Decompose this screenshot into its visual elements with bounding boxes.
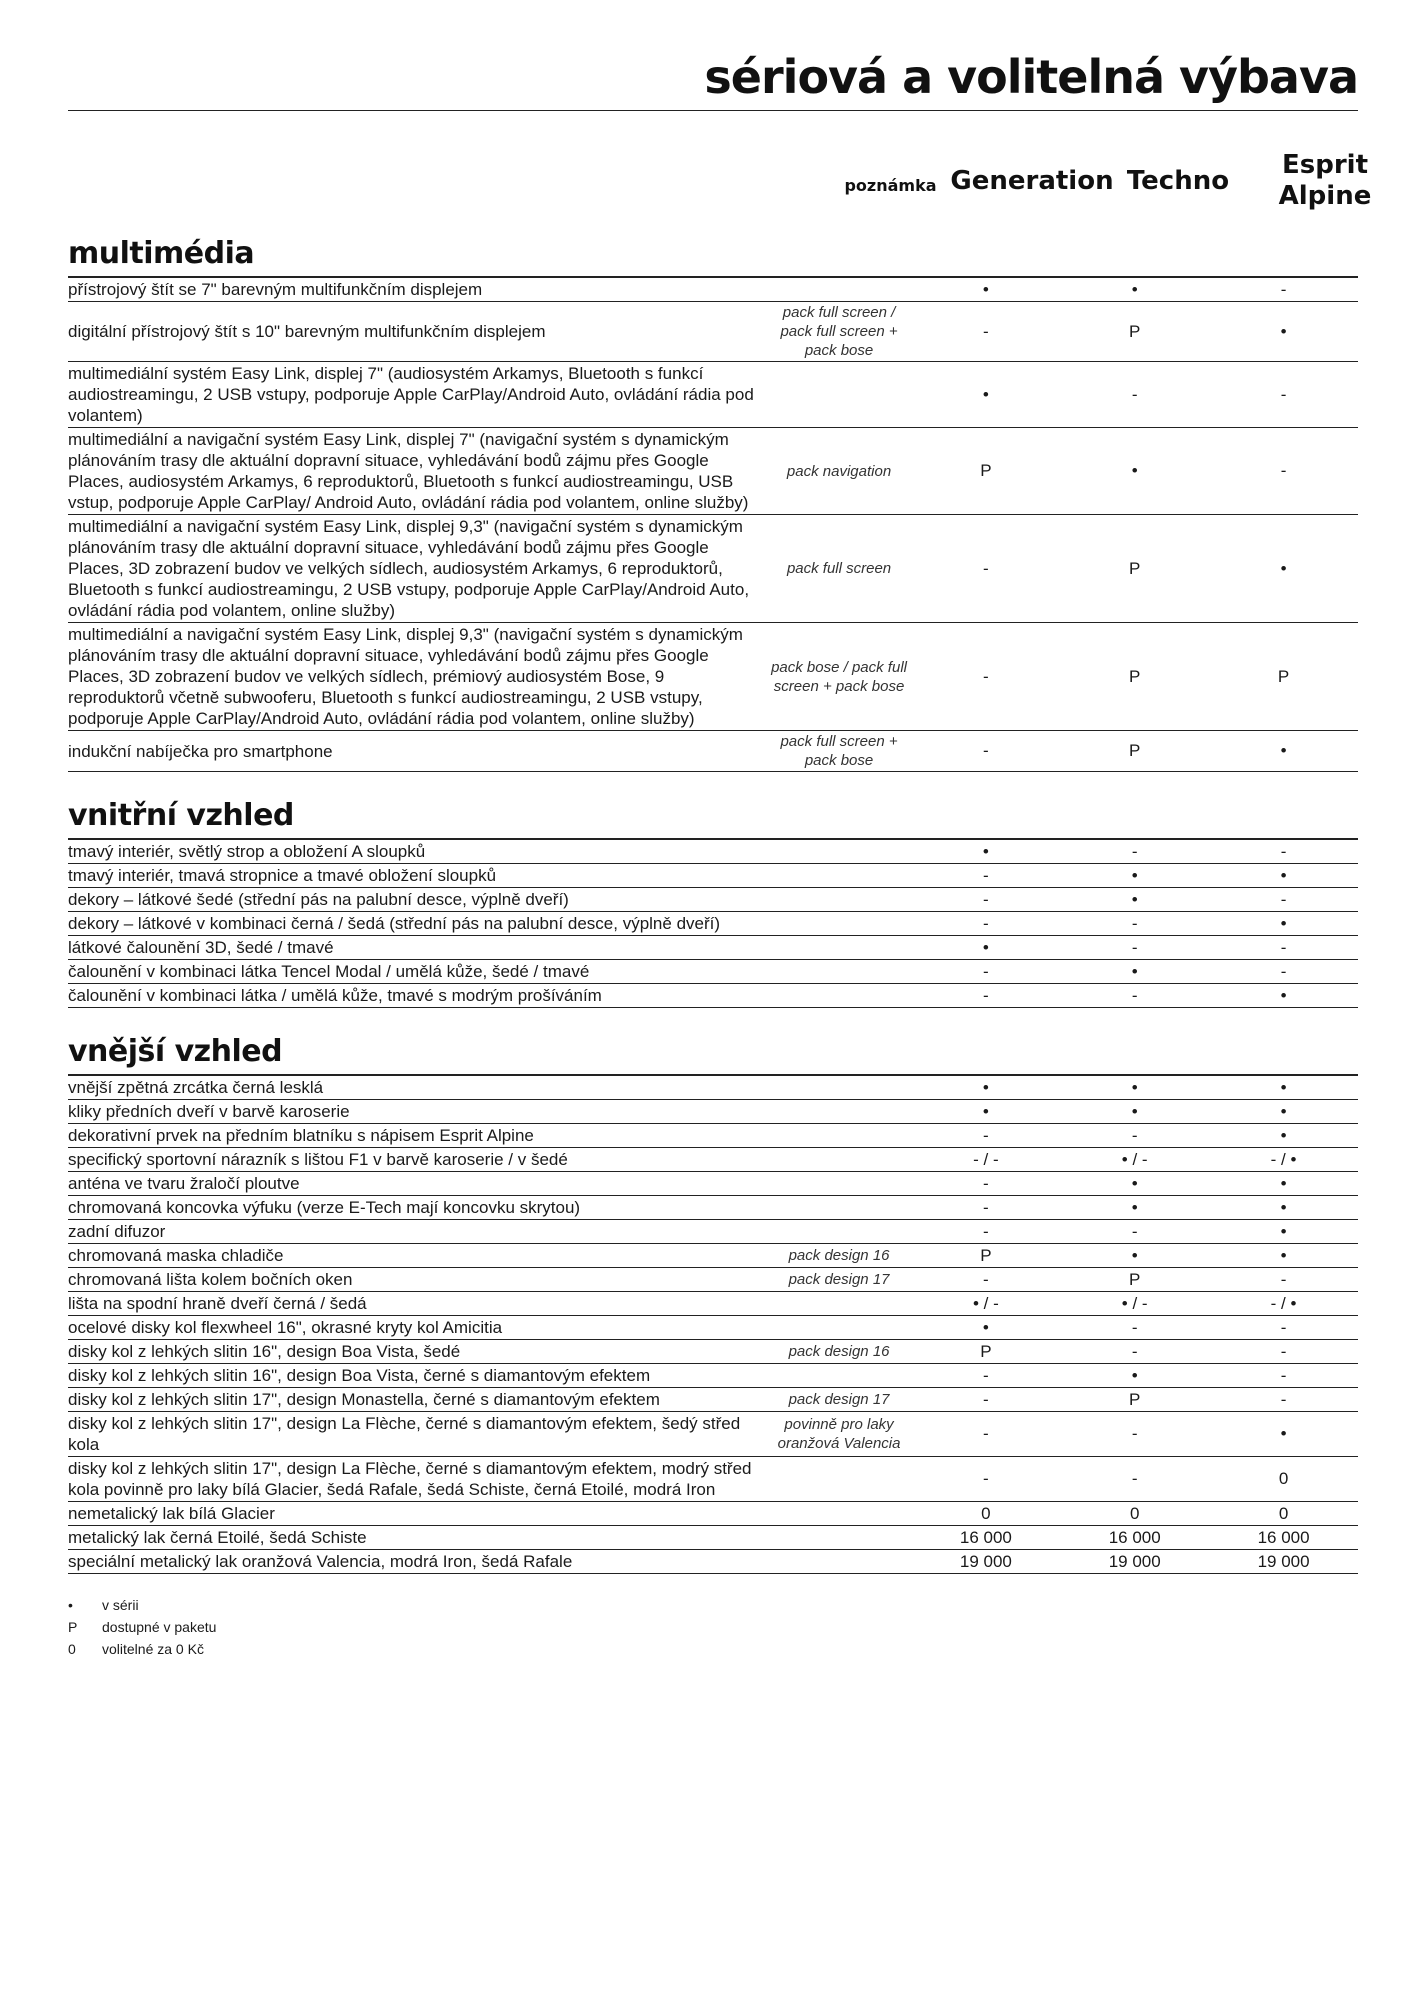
techno-value: 16 000 [1060, 1526, 1209, 1550]
techno-value: • [1060, 1172, 1209, 1196]
techno-value: • / - [1060, 1292, 1209, 1316]
techno-value: - [1060, 912, 1209, 936]
note-cell [767, 839, 912, 864]
legend-symbol: • [68, 1597, 73, 1613]
generation-value: 19 000 [911, 1550, 1060, 1574]
techno-value: - [1060, 984, 1209, 1008]
esprit-value: - [1209, 888, 1358, 912]
esprit-value: - [1209, 839, 1358, 864]
feature-cell: chromovaná koncovka výfuku (verze E-Tech mají koncovku skrytou) [68, 1196, 767, 1220]
generation-value: • [911, 1075, 1060, 1100]
note-cell [767, 984, 912, 1008]
generation-value: - [911, 984, 1060, 1008]
note-cell [767, 1124, 912, 1148]
note-cell: pack design 17 [767, 1388, 912, 1412]
techno-value: - [1060, 1316, 1209, 1340]
esprit-value: • [1209, 302, 1358, 362]
esprit-value: 19 000 [1209, 1550, 1358, 1574]
legend-text: volitelné za 0 Kč [102, 1641, 204, 1657]
note-cell [767, 1220, 912, 1244]
equipment-table [68, 1074, 1358, 1574]
table-row [68, 1196, 1358, 1220]
feature-cell: indukční nabíječka pro smartphone [68, 731, 767, 772]
note-cell [767, 1316, 912, 1340]
feature-cell: vnější zpětná zrcátka černá lesklá [68, 1075, 767, 1100]
generation-value: - [911, 864, 1060, 888]
legend-text: dostupné v paketu [102, 1619, 217, 1635]
table-row [68, 1148, 1358, 1172]
feature-cell: metalický lak černá Etoilé, šedá Schiste [68, 1526, 767, 1550]
generation-value: • [911, 839, 1060, 864]
techno-value: P [1060, 1388, 1209, 1412]
feature-cell: kliky předních dveří v barvě karoserie [68, 1100, 767, 1124]
feature-cell: látkové čalounění 3D, šedé / tmavé [68, 936, 767, 960]
feature-cell: lišta na spodní hraně dveří černá / šedá [68, 1292, 767, 1316]
esprit-value: - [1209, 277, 1358, 302]
esprit-value: 16 000 [1209, 1526, 1358, 1550]
equipment-table [68, 838, 1358, 1008]
feature-cell: disky kol z lehkých slitin 17", design Monastella, černé s diamantovým efektem [68, 1388, 767, 1412]
table-row [68, 1292, 1358, 1316]
note-cell [767, 1457, 912, 1502]
esprit-value: - [1209, 1316, 1358, 1340]
table-row [68, 428, 1358, 515]
table-row [68, 960, 1358, 984]
feature-cell: čalounění v kombinaci látka Tencel Modal / umělá kůže, šedé / tmavé [68, 960, 767, 984]
techno-value: • [1060, 428, 1209, 515]
note-cell [767, 1364, 912, 1388]
note-cell: pack design 16 [767, 1340, 912, 1364]
esprit-value: 0 [1209, 1502, 1358, 1526]
esprit-value: - [1209, 1340, 1358, 1364]
esprit-value: • [1209, 1075, 1358, 1100]
note-cell [767, 1526, 912, 1550]
legend-text: v sérii [102, 1597, 139, 1613]
note-cell [767, 1502, 912, 1526]
table-row [68, 515, 1358, 623]
table-row [68, 1412, 1358, 1457]
note-cell [767, 936, 912, 960]
esprit-value: • [1209, 1124, 1358, 1148]
generation-value: - [911, 1220, 1060, 1244]
section-title: vnější vzhled [68, 1034, 283, 1069]
techno-value: - [1060, 1457, 1209, 1502]
esprit-value: - [1209, 362, 1358, 428]
esprit-value: • [1209, 1220, 1358, 1244]
esprit-value: • [1209, 515, 1358, 623]
table-row [68, 839, 1358, 864]
note-cell [767, 960, 912, 984]
techno-value: • [1060, 1100, 1209, 1124]
generation-value: - [911, 1124, 1060, 1148]
note-cell: pack design 17 [767, 1268, 912, 1292]
generation-value: P [911, 1244, 1060, 1268]
feature-cell: zadní difuzor [68, 1220, 767, 1244]
table-row [68, 888, 1358, 912]
techno-value: 19 000 [1060, 1550, 1209, 1574]
feature-cell: dekory – látkové v kombinaci černá / šedá (střední pás na palubní desce, výplně dveří) [68, 912, 767, 936]
generation-value: - [911, 960, 1060, 984]
esprit-value: • [1209, 1172, 1358, 1196]
esprit-value: - [1209, 1268, 1358, 1292]
feature-cell: tmavý interiér, světlý strop a obložení A sloupků [68, 839, 767, 864]
techno-value: P [1060, 731, 1209, 772]
techno-value: P [1060, 302, 1209, 362]
legend [68, 1594, 1358, 1660]
feature-cell: multimediální a navigační systém Easy Link, displej 9,3" (navigační systém s dynamickým plánováním trasy dle aktuální dopravní situace, vyhledávání bodů zájmu přes Google Places, 3D zobrazení budov ve velkých sídlech, audiosystém Arkamys, 6 reproduktorů, Bluetooth s funkcí audiostreamingu, 2 USB vstupy, podporuje Apple CarPlay/Android Auto, ovládání rádia pod volantem, online služby) [68, 515, 767, 623]
techno-value: • [1060, 864, 1209, 888]
note-cell: pack full screen + pack bose [767, 731, 912, 772]
techno-value: • / - [1060, 1148, 1209, 1172]
techno-value: • [1060, 960, 1209, 984]
legend-item [68, 1616, 1358, 1638]
table-row [68, 623, 1358, 731]
column-header-techno: Techno [1126, 166, 1230, 196]
feature-cell: chromovaná lišta kolem bočních oken [68, 1268, 767, 1292]
generation-value: • [911, 1316, 1060, 1340]
feature-cell: speciální metalický lak oranžová Valencia, modrá Iron, šedá Rafale [68, 1550, 767, 1574]
table-row [68, 1220, 1358, 1244]
note-cell [767, 1292, 912, 1316]
feature-cell: multimediální systém Easy Link, displej 7" (audiosystém Arkamys, Bluetooth s funkcí audiostreamingu, 2 USB vstupy, podporuje Apple CarPlay/Android Auto, ovládání rádia pod volantem) [68, 362, 767, 428]
techno-value: P [1060, 1268, 1209, 1292]
techno-value: - [1060, 1340, 1209, 1364]
techno-value: • [1060, 1244, 1209, 1268]
esprit-value: • [1209, 1100, 1358, 1124]
note-cell [767, 1196, 912, 1220]
generation-value: - [911, 1196, 1060, 1220]
feature-cell: digitální přístrojový štít s 10" barevným multifunkčním displejem [68, 302, 767, 362]
esprit-value: • [1209, 1196, 1358, 1220]
techno-value: P [1060, 623, 1209, 731]
note-cell [767, 1550, 912, 1574]
note-cell: pack full screen [767, 515, 912, 623]
legend-symbol: 0 [68, 1641, 76, 1657]
table-row [68, 302, 1358, 362]
generation-value: - [911, 888, 1060, 912]
note-cell: pack navigation [767, 428, 912, 515]
legend-item [68, 1594, 1358, 1616]
generation-value: - [911, 302, 1060, 362]
page-title: sériová a volitelná výbava [704, 50, 1358, 104]
table-row [68, 362, 1358, 428]
feature-cell: přístrojový štít se 7" barevným multifunkčním displejem [68, 277, 767, 302]
table-row [68, 1100, 1358, 1124]
table-row [68, 1550, 1358, 1574]
generation-value: - [911, 515, 1060, 623]
techno-value: • [1060, 1196, 1209, 1220]
feature-cell: čalounění v kombinaci látka / umělá kůže, tmavé s modrým prošíváním [68, 984, 767, 1008]
table-row [68, 1526, 1358, 1550]
generation-value: • / - [911, 1292, 1060, 1316]
generation-value: • [911, 936, 1060, 960]
table-row [68, 1268, 1358, 1292]
esprit-value: 0 [1209, 1457, 1358, 1502]
table-row [68, 277, 1358, 302]
legend-symbol: P [68, 1619, 78, 1635]
table-row [68, 864, 1358, 888]
techno-value: - [1060, 362, 1209, 428]
generation-value: - [911, 1172, 1060, 1196]
esprit-value: • [1209, 1244, 1358, 1268]
techno-value: - [1060, 1412, 1209, 1457]
generation-value: - [911, 912, 1060, 936]
column-header-esprit-alpine: Esprit Alpine [1278, 150, 1372, 211]
section-title: vnitřní vzhled [68, 798, 294, 833]
generation-value: • [911, 362, 1060, 428]
feature-cell: anténa ve tvaru žraločí ploutve [68, 1172, 767, 1196]
table-row [68, 731, 1358, 772]
generation-value: P [911, 1340, 1060, 1364]
title-divider [68, 110, 1358, 111]
generation-value: - [911, 1457, 1060, 1502]
techno-value: - [1060, 1220, 1209, 1244]
note-cell [767, 277, 912, 302]
feature-cell: disky kol z lehkých slitin 16", design Boa Vista, černé s diamantovým efektem [68, 1364, 767, 1388]
feature-cell: ocelové disky kol flexwheel 16", okrasné kryty kol Amicitia [68, 1316, 767, 1340]
techno-value: • [1060, 1075, 1209, 1100]
esprit-value: - [1209, 1388, 1358, 1412]
esprit-value: • [1209, 731, 1358, 772]
table-row [68, 1124, 1358, 1148]
note-cell: povinně pro laky oranžová Valencia [767, 1412, 912, 1457]
esprit-value: • [1209, 1412, 1358, 1457]
table-row [68, 1172, 1358, 1196]
techno-value: - [1060, 936, 1209, 960]
note-cell [767, 1172, 912, 1196]
note-cell [767, 362, 912, 428]
feature-cell: tmavý interiér, tmavá stropnice a tmavé obložení sloupků [68, 864, 767, 888]
legend-item [68, 1638, 1358, 1660]
esprit-value: • [1209, 912, 1358, 936]
esprit-value: - [1209, 936, 1358, 960]
generation-value: • [911, 1100, 1060, 1124]
note-cell: pack bose / pack full screen + pack bose [767, 623, 912, 731]
section-title: multimédia [68, 236, 255, 271]
generation-value: • [911, 277, 1060, 302]
table-row [68, 1244, 1358, 1268]
table-row [68, 1364, 1358, 1388]
techno-value: • [1060, 888, 1209, 912]
table-row [68, 1502, 1358, 1526]
feature-cell: disky kol z lehkých slitin 17", design La Flèche, černé s diamantovým efektem, šedý střed kola [68, 1412, 767, 1457]
esprit-value: - [1209, 428, 1358, 515]
feature-cell: dekory – látkové šedé (střední pás na palubní desce, výplně dveří) [68, 888, 767, 912]
techno-value: - [1060, 839, 1209, 864]
generation-value: - [911, 731, 1060, 772]
feature-cell: disky kol z lehkých slitin 16", design Boa Vista, šedé [68, 1340, 767, 1364]
table-row [68, 1388, 1358, 1412]
generation-value: - [911, 1268, 1060, 1292]
generation-value: - [911, 1364, 1060, 1388]
generation-value: P [911, 428, 1060, 515]
esprit-value: - [1209, 1364, 1358, 1388]
feature-cell: multimediální a navigační systém Easy Link, displej 7" (navigační systém s dynamickým plánováním trasy dle aktuální dopravní situace, vyhledávání bodů zájmu přes Google Places, audiosystém Arkamys, 6 reproduktorů, Bluetooth s funkcí audiostreamingu, USB vstup, podporuje Apple CarPlay/ Android Auto, ovládání rádia pod volantem, online služby) [68, 428, 767, 515]
table-row [68, 912, 1358, 936]
equipment-table [68, 276, 1358, 772]
table-row [68, 1457, 1358, 1502]
esprit-value: - / • [1209, 1292, 1358, 1316]
table-row [68, 936, 1358, 960]
esprit-value: P [1209, 623, 1358, 731]
esprit-value: • [1209, 864, 1358, 888]
generation-value: - / - [911, 1148, 1060, 1172]
techno-value: P [1060, 515, 1209, 623]
note-cell [767, 912, 912, 936]
feature-cell: nemetalický lak bílá Glacier [68, 1502, 767, 1526]
feature-cell: disky kol z lehkých slitin 17", design La Flèche, černé s diamantovým efektem, modrý střed kola povinně pro laky bílá Glacier, šedá Rafale, šedá Schiste, černá Etoilé, modrá Iron [68, 1457, 767, 1502]
table-row [68, 1316, 1358, 1340]
feature-cell: dekorativní prvek na předním blatníku s nápisem Esprit Alpine [68, 1124, 767, 1148]
note-cell [767, 1148, 912, 1172]
feature-cell: multimediální a navigační systém Easy Link, displej 9,3" (navigační systém s dynamickým plánováním trasy dle aktuální dopravní situace, vyhledávání bodů zájmu přes Google Places, 3D zobrazení budov ve velkých sídlech, prémiový audiosystém Bose, 9 reproduktorů včetně subwooferu, Bluetooth s funkcí audiostreamingu, 2 USB vstupy, podporuje Apple CarPlay/Android Auto, ovládání rádia pod volantem, online služby) [68, 623, 767, 731]
generation-value: - [911, 623, 1060, 731]
table-row [68, 1075, 1358, 1100]
feature-cell: specifický sportovní nárazník s lištou F1 v barvě karoserie / v šedé [68, 1148, 767, 1172]
table-row [68, 1340, 1358, 1364]
techno-value: - [1060, 1124, 1209, 1148]
generation-value: 16 000 [911, 1526, 1060, 1550]
equipment-content [68, 232, 1358, 1660]
table-row [68, 984, 1358, 1008]
note-cell [767, 1100, 912, 1124]
techno-value: • [1060, 277, 1209, 302]
esprit-value: - / • [1209, 1148, 1358, 1172]
generation-value: - [911, 1412, 1060, 1457]
note-cell: pack design 16 [767, 1244, 912, 1268]
note-cell [767, 888, 912, 912]
note-cell [767, 864, 912, 888]
esprit-value: • [1209, 984, 1358, 1008]
generation-value: 0 [911, 1502, 1060, 1526]
note-cell: pack full screen / pack full screen + pack bose [767, 302, 912, 362]
column-header-generation: Generation [950, 166, 1114, 196]
esprit-value: - [1209, 960, 1358, 984]
feature-cell: chromovaná maska chladiče [68, 1244, 767, 1268]
column-header-note: poznámka [844, 176, 937, 195]
note-cell [767, 1075, 912, 1100]
generation-value: - [911, 1388, 1060, 1412]
techno-value: • [1060, 1364, 1209, 1388]
techno-value: 0 [1060, 1502, 1209, 1526]
